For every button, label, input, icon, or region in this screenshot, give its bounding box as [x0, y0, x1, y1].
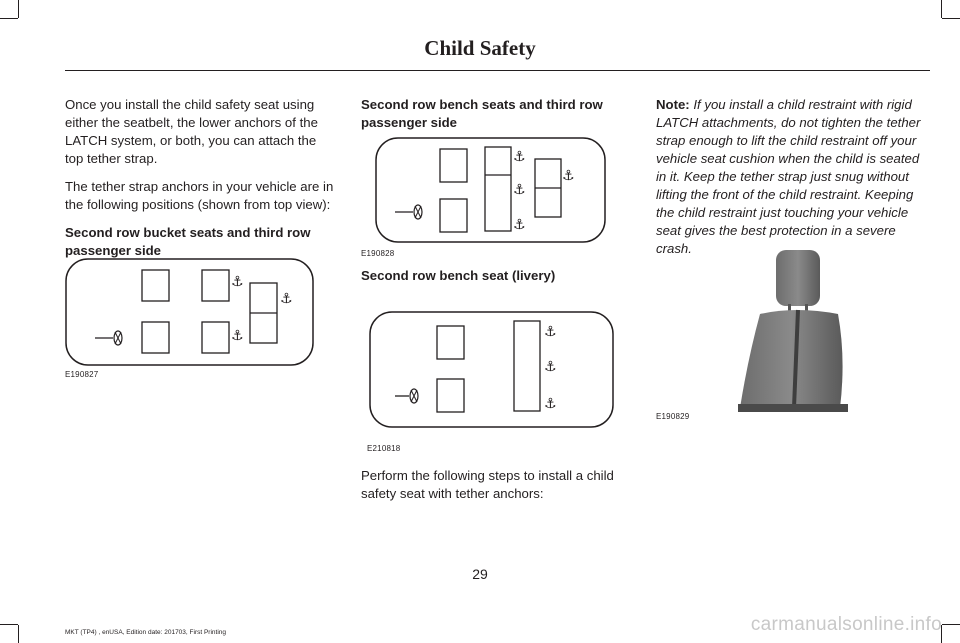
note-text: If you install a child restraint with rigid LATCH attachments, do not tighten the tether strap enough to lift the child restraint off your vehicle seat cushion when the child is seated in it. Keep the tether strap just snug without lifting the front of the child restraint. Keeping the child restraint just touching your vehicle seat gives the best protection in a severe crash.: [656, 97, 921, 256]
crop-mark: [0, 18, 18, 19]
footer-edition: MKT (TP4) , enUSA, Edition date: 201703, First Printing: [65, 629, 227, 636]
crop-mark: [942, 18, 960, 19]
diagram-livery-bench: [369, 311, 615, 429]
vehicle-outline: [376, 138, 605, 242]
seat: [202, 322, 229, 353]
crop-mark: [18, 0, 19, 18]
crop-mark: [18, 625, 19, 643]
note-label: Note:: [656, 97, 690, 112]
diagram-bench-seats: [375, 137, 607, 245]
page-title: Child Safety: [424, 36, 536, 60]
column-1: [65, 96, 337, 272]
seat: [440, 199, 467, 232]
note-rigid-latch: [656, 96, 931, 258]
seat: [202, 270, 229, 301]
crop-mark: [941, 0, 942, 18]
column-2-bottom: [361, 467, 636, 513]
anchor-icon: ⚓: [231, 328, 244, 344]
diagram-bucket-seats: [65, 258, 315, 368]
anchor-icon: ⚓: [513, 182, 526, 198]
subheading-livery-bench: Second row bench seat (livery): [361, 268, 556, 283]
subheading-bench-seats: Second row bench seats and third row passenger side: [361, 97, 603, 130]
figure-id: E190828: [361, 249, 395, 258]
anchor-icon: ⚓: [544, 396, 557, 412]
seat: [142, 322, 169, 353]
column-2-lower: [361, 267, 633, 297]
paragraph-install-intro: Once you install the child safety seat using either the seatbelt, the lower anchors of the LATCH system, or both, you can attach the top tether strap.: [65, 97, 318, 166]
seat: [142, 270, 169, 301]
seat-illustration: [730, 248, 860, 414]
vehicle-outline: [66, 259, 313, 365]
vehicle-outline: [370, 312, 613, 427]
seat: [437, 326, 464, 359]
anchor-icon: ⚓: [562, 168, 575, 184]
bench-seat: [514, 321, 540, 411]
crop-mark: [0, 624, 18, 625]
watermark: carmanualsonline.info: [750, 614, 942, 635]
seat: [437, 379, 464, 412]
anchor-icon: ⚓: [513, 149, 526, 165]
crop-mark: [942, 624, 960, 625]
seat: [440, 149, 467, 182]
bench-seat: [485, 147, 511, 231]
seat-back: [740, 310, 843, 408]
headrest: [776, 250, 820, 306]
paragraph-anchor-positions: The tether strap anchors in your vehicle are in the following positions (shown from top view):: [65, 179, 334, 212]
subheading-bucket-seats: Second row bucket seats and third row passenger side: [65, 225, 311, 258]
anchor-icon: ⚓: [231, 274, 244, 290]
anchor-icon: ⚓: [513, 217, 526, 233]
anchor-icon: ⚓: [544, 359, 557, 375]
figure-id: E190829: [656, 412, 690, 421]
anchor-icon: ⚓: [544, 324, 557, 340]
header-rule: [65, 70, 930, 71]
anchor-icon: ⚓: [280, 291, 293, 307]
page-number: 29: [472, 566, 488, 582]
figure-id: E190827: [65, 370, 99, 379]
paragraph-install-steps: Perform the following steps to install a child safety seat with tether anchors:: [361, 468, 614, 501]
figure-id: E210818: [367, 444, 401, 453]
